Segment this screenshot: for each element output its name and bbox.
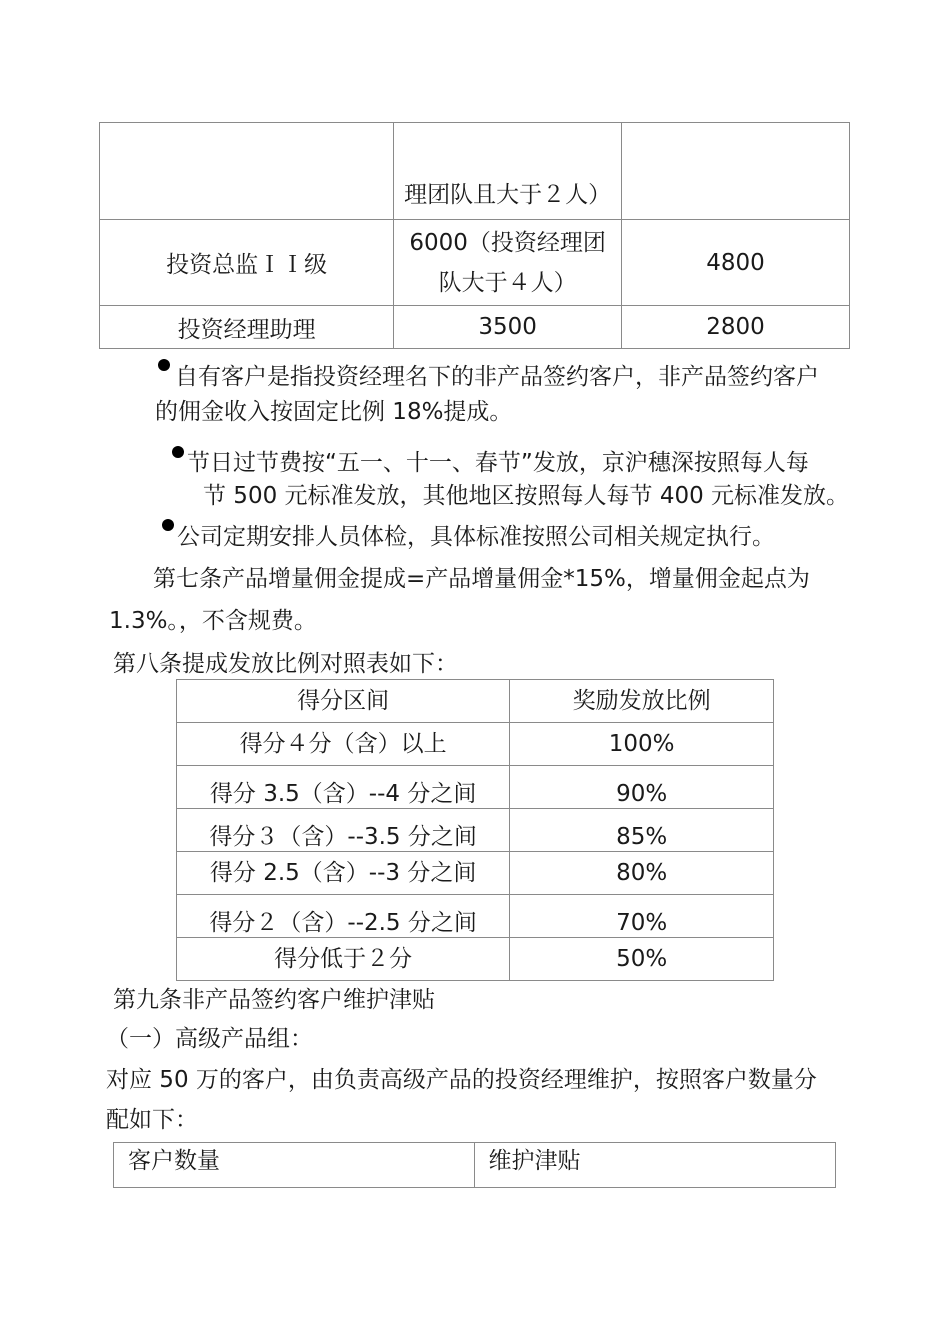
table-cell: 70% bbox=[510, 895, 774, 938]
table-cell: 90% bbox=[510, 766, 774, 809]
maintenance-allowance-table bbox=[113, 1142, 836, 1188]
table-cell: 得分低于２分 bbox=[177, 938, 510, 981]
article-9-heading: 第九条非产品签约客户维护津贴 bbox=[113, 987, 435, 1013]
column-header: 奖励发放比例 bbox=[510, 680, 774, 723]
article-7-text: 1.3%。，不含规费。 bbox=[109, 608, 317, 634]
bullet-text: 自有客户是指投资经理名下的非产品签约客户，非产品签约客户 bbox=[175, 364, 819, 390]
table-cell: 得分２（含）--2.5 分之间 bbox=[177, 895, 510, 938]
article-9-subheading: （一）高级产品组： bbox=[106, 1026, 313, 1052]
table-cell: 投资总监ＩＩ级 bbox=[100, 220, 394, 306]
table-row bbox=[177, 766, 774, 809]
column-header: 客户数量 bbox=[114, 1143, 475, 1188]
cell-line: 队大于４人） bbox=[438, 269, 577, 296]
table-cell: 2800 bbox=[622, 306, 850, 349]
table-cell bbox=[100, 123, 394, 220]
article-7-text: 第七条产品增量佣金提成=产品增量佣金*15%，增量佣金起点为 bbox=[153, 566, 810, 592]
article-8-heading: 第八条提成发放比例对照表如下： bbox=[113, 651, 458, 677]
bullet-icon bbox=[172, 446, 184, 458]
table-cell bbox=[622, 123, 850, 220]
table-cell: 得分３（含）--3.5 分之间 bbox=[177, 809, 510, 852]
cell-line: 6000（投资经理团 bbox=[409, 229, 606, 256]
table-row bbox=[177, 938, 774, 981]
table-row bbox=[100, 220, 850, 306]
table-header-row bbox=[114, 1143, 836, 1188]
bullet-icon bbox=[158, 359, 170, 371]
table-cell: 3500 bbox=[394, 306, 622, 349]
article-9-text: 对应 50 万的客户，由负责高级产品的投资经理维护，按照客户数量分 bbox=[106, 1067, 817, 1093]
column-header: 维护津贴 bbox=[474, 1143, 836, 1188]
table-cell: 理团队且大于２人） bbox=[394, 123, 622, 220]
bonus-ratio-table bbox=[176, 679, 774, 981]
table-row bbox=[177, 809, 774, 852]
article-9-text: 配如下： bbox=[106, 1107, 198, 1133]
table-cell: 80% bbox=[510, 852, 774, 895]
table-cell: 50% bbox=[510, 938, 774, 981]
table-row bbox=[100, 306, 850, 349]
table-row bbox=[177, 723, 774, 766]
bullet-text: 的佣金收入按固定比例 18%提成。 bbox=[155, 399, 513, 425]
table-cell bbox=[394, 220, 622, 306]
bullet-text: 公司定期安排人员体检，具体标准按照公司相关规定执行。 bbox=[177, 524, 775, 550]
table-row bbox=[100, 123, 850, 220]
table-cell: 得分４分（含）以上 bbox=[177, 723, 510, 766]
table-header-row bbox=[177, 680, 774, 723]
table-cell: 100% bbox=[510, 723, 774, 766]
column-header: 得分区间 bbox=[177, 680, 510, 723]
table-row bbox=[177, 852, 774, 895]
bullet-icon bbox=[162, 519, 174, 531]
table-cell: 85% bbox=[510, 809, 774, 852]
table-cell: 投资经理助理 bbox=[100, 306, 394, 349]
table-cell: 得分 3.5（含）--4 分之间 bbox=[177, 766, 510, 809]
table-cell: 得分 2.5（含）--3 分之间 bbox=[177, 852, 510, 895]
table-cell: 4800 bbox=[622, 220, 850, 306]
bullet-text: 节 500 元标准发放，其他地区按照每人每节 400 元标准发放。 bbox=[203, 483, 850, 509]
table-row bbox=[177, 895, 774, 938]
bullet-text: 节日过节费按“五一、十一、春节”发放，京沪穗深按照每人每 bbox=[187, 450, 809, 476]
salary-table bbox=[99, 122, 850, 349]
